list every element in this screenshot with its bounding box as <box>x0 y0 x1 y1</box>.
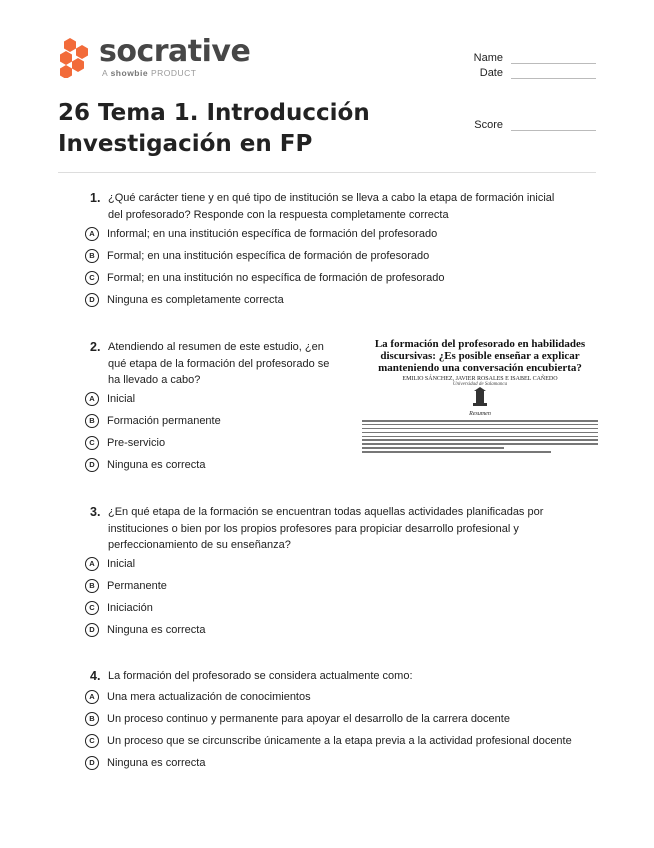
socrative-logo <box>58 34 258 84</box>
abstract-body <box>362 420 598 453</box>
score-label: Score <box>474 119 503 131</box>
option-d[interactable]: D Ninguna es completamente correcta <box>85 292 284 309</box>
name-line[interactable] <box>511 52 596 64</box>
option-b[interactable]: B Un proceso continuo y permanente para apoyar el desarrollo de la carrera docente <box>85 711 510 728</box>
option-b[interactable]: B Formal; en una institución específica de formación de profesorado <box>85 248 429 265</box>
date-label: Date <box>479 67 503 79</box>
date-line[interactable] <box>511 67 596 79</box>
name-field[interactable] <box>440 52 596 64</box>
option-b[interactable]: B Permanente <box>85 578 167 595</box>
option-letter-circle[interactable]: A <box>85 227 99 241</box>
option-d[interactable]: D Ninguna es correcta <box>85 622 205 639</box>
hexagon-cluster-icon <box>58 36 92 78</box>
question-number: 3. <box>90 505 101 519</box>
option-letter-circle[interactable]: C <box>85 436 99 450</box>
question-number: 1. <box>90 191 101 205</box>
study-authors: EMILIO SÁNCHEZ, JAVIER ROSALES E ISABEL CAÑEDO <box>402 376 558 382</box>
header-divider <box>58 172 596 173</box>
date-field[interactable] <box>440 67 596 79</box>
score-line[interactable] <box>511 119 596 131</box>
option-letter-circle[interactable]: C <box>85 271 99 285</box>
option-letter-circle[interactable]: D <box>85 756 99 770</box>
option-d[interactable]: D Ninguna es correcta <box>85 457 205 474</box>
option-a[interactable]: A Inicial <box>85 391 135 408</box>
question-text: ¿Qué carácter tiene y en qué tipo de institución se lleva a cabo la etapa de formación inicial del profesorado? Responde con la respuesta completamente correcta <box>108 192 555 221</box>
option-a[interactable]: A Inicial <box>85 556 135 573</box>
name-label: Name <box>473 52 503 64</box>
option-letter-circle[interactable]: B <box>85 414 99 428</box>
option-letter-circle[interactable]: C <box>85 734 99 748</box>
study-university: Universidad de Salamanca <box>452 382 508 387</box>
page-title: 26 Tema 1. Introducción Investigación en FP <box>58 100 370 157</box>
option-d[interactable]: D Ninguna es correcta <box>85 755 205 772</box>
option-a[interactable]: A Informal; en una institución específica de formación del profesorado <box>85 226 437 243</box>
abstract-heading: Resumen <box>469 411 491 417</box>
option-letter-circle[interactable]: D <box>85 623 99 637</box>
logo-tagline: A showbie PRODUCT <box>102 68 197 78</box>
option-letter-circle[interactable]: B <box>85 249 99 263</box>
option-c[interactable]: C Iniciación <box>85 600 153 617</box>
question-text: La formación del profesorado se considera actualmente como: <box>108 670 413 682</box>
question-text: Atendiendo al resumen de este estudio, ¿en qué etapa de la formación del profesorado se ha llevado a cabo? <box>108 341 330 386</box>
option-letter-circle[interactable]: A <box>85 392 99 406</box>
option-letter-circle[interactable]: A <box>85 690 99 704</box>
option-letter-circle[interactable]: D <box>85 293 99 307</box>
study-abstract-image <box>362 338 598 476</box>
option-letter-circle[interactable]: B <box>85 712 99 726</box>
option-a[interactable]: A Una mera actualización de conocimientos <box>85 689 311 706</box>
option-letter-circle[interactable]: C <box>85 601 99 615</box>
question-number: 2. <box>90 340 101 354</box>
option-letter-circle[interactable]: B <box>85 579 99 593</box>
question-number: 4. <box>90 669 101 683</box>
score-field[interactable] <box>440 119 596 131</box>
logo-wordmark: socrative <box>99 34 251 69</box>
question-text: ¿En qué etapa de la formación se encuentran todas aquellas actividades planificadas por instituciones o bien por los propios profesores para propiciar desarrollo profesional y perfeccionamiento de su enseñanza? <box>108 506 544 551</box>
option-c[interactable]: C Pre-servicio <box>85 435 165 452</box>
option-c[interactable]: C Un proceso que se circunscribe únicamente a la etapa previa a la actividad profesional docente <box>85 733 572 750</box>
option-letter-circle[interactable]: A <box>85 557 99 571</box>
option-letter-circle[interactable]: D <box>85 458 99 472</box>
university-crest-icon <box>362 387 598 409</box>
option-b[interactable]: B Formación permanente <box>85 413 221 430</box>
option-c[interactable]: C Formal; en una institución no específica de formación de profesorado <box>85 270 445 287</box>
study-title: La formación del profesorado en habilidades discursivas: ¿Es posible enseñar a explicar manteniendo una conversación encubierta? <box>374 338 586 374</box>
